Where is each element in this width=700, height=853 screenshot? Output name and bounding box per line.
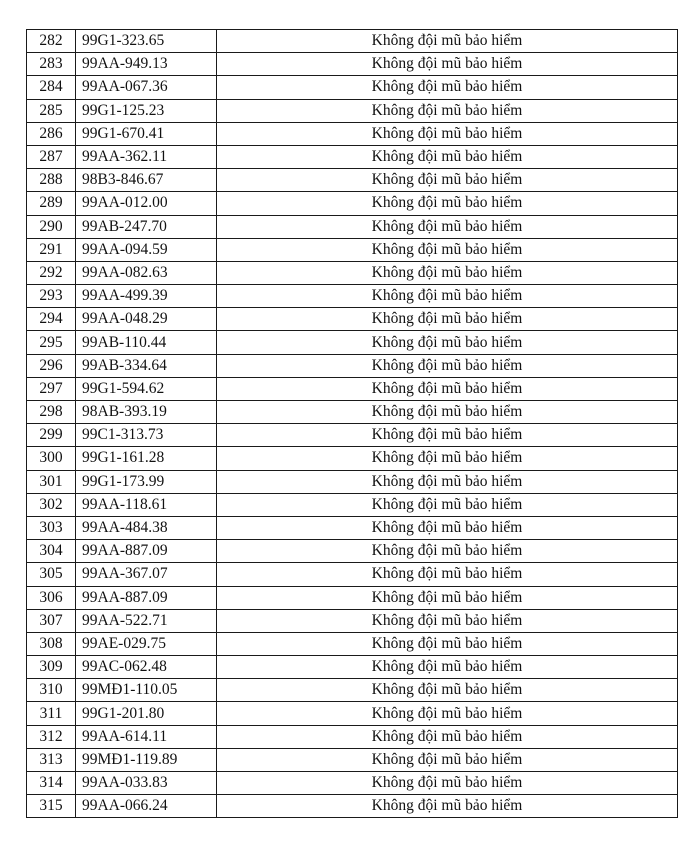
plate-number-cell: 99AA-614.11 bbox=[76, 725, 217, 748]
plate-number-cell: 99AA-012.00 bbox=[76, 192, 217, 215]
row-number-cell: 311 bbox=[27, 702, 76, 725]
plate-number-cell: 99AA-066.24 bbox=[76, 795, 217, 818]
row-number-cell: 283 bbox=[27, 53, 76, 76]
plate-number-cell: 99AA-067.36 bbox=[76, 76, 217, 99]
row-number-cell: 305 bbox=[27, 563, 76, 586]
table-row bbox=[27, 30, 678, 53]
row-number-cell: 293 bbox=[27, 285, 76, 308]
plate-number-cell: 99AA-118.61 bbox=[76, 493, 217, 516]
table-row bbox=[27, 424, 678, 447]
row-number-cell: 301 bbox=[27, 470, 76, 493]
violation-cell: Không đội mũ bảo hiểm bbox=[217, 53, 678, 76]
table-row bbox=[27, 76, 678, 99]
violation-cell: Không đội mũ bảo hiểm bbox=[217, 76, 678, 99]
violation-cell: Không đội mũ bảo hiểm bbox=[217, 493, 678, 516]
table-row bbox=[27, 331, 678, 354]
row-number-cell: 287 bbox=[27, 145, 76, 168]
plate-number-cell: 99AA-362.11 bbox=[76, 145, 217, 168]
table-row bbox=[27, 609, 678, 632]
table-row bbox=[27, 122, 678, 145]
violation-cell: Không đội mũ bảo hiểm bbox=[217, 679, 678, 702]
row-number-cell: 306 bbox=[27, 586, 76, 609]
row-number-cell: 285 bbox=[27, 99, 76, 122]
violation-cell: Không đội mũ bảo hiểm bbox=[217, 586, 678, 609]
row-number-cell: 288 bbox=[27, 169, 76, 192]
violation-cell: Không đội mũ bảo hiểm bbox=[217, 215, 678, 238]
plate-number-cell: 98B3-846.67 bbox=[76, 169, 217, 192]
violation-cell: Không đội mũ bảo hiểm bbox=[217, 748, 678, 771]
plate-number-cell: 99AA-048.29 bbox=[76, 308, 217, 331]
violation-cell: Không đội mũ bảo hiểm bbox=[217, 447, 678, 470]
violation-cell: Không đội mũ bảo hiểm bbox=[217, 261, 678, 284]
violation-cell: Không đội mũ bảo hiểm bbox=[217, 424, 678, 447]
table-row bbox=[27, 679, 678, 702]
row-number-cell: 284 bbox=[27, 76, 76, 99]
table-row bbox=[27, 308, 678, 331]
plate-number-cell: 99G1-125.23 bbox=[76, 99, 217, 122]
violations-table bbox=[26, 29, 678, 818]
plate-number-cell: 99AA-094.59 bbox=[76, 238, 217, 261]
row-number-cell: 313 bbox=[27, 748, 76, 771]
row-number-cell: 302 bbox=[27, 493, 76, 516]
plate-number-cell: 99AA-484.38 bbox=[76, 516, 217, 539]
table-row bbox=[27, 470, 678, 493]
plate-number-cell: 99AA-887.09 bbox=[76, 540, 217, 563]
table-row bbox=[27, 748, 678, 771]
violation-cell: Không đội mũ bảo hiểm bbox=[217, 563, 678, 586]
plate-number-cell: 99AA-033.83 bbox=[76, 772, 217, 795]
table-row bbox=[27, 540, 678, 563]
table-row bbox=[27, 53, 678, 76]
plate-number-cell: 99AB-110.44 bbox=[76, 331, 217, 354]
violation-cell: Không đội mũ bảo hiểm bbox=[217, 516, 678, 539]
table-row bbox=[27, 772, 678, 795]
row-number-cell: 309 bbox=[27, 656, 76, 679]
table-row bbox=[27, 261, 678, 284]
violation-cell: Không đội mũ bảo hiểm bbox=[217, 656, 678, 679]
row-number-cell: 300 bbox=[27, 447, 76, 470]
plate-number-cell: 99G1-323.65 bbox=[76, 30, 217, 53]
table-row bbox=[27, 795, 678, 818]
violation-cell: Không đội mũ bảo hiểm bbox=[217, 308, 678, 331]
row-number-cell: 307 bbox=[27, 609, 76, 632]
plate-number-cell: 99AB-247.70 bbox=[76, 215, 217, 238]
plate-number-cell: 98AB-393.19 bbox=[76, 401, 217, 424]
row-number-cell: 295 bbox=[27, 331, 76, 354]
table-row bbox=[27, 447, 678, 470]
violation-cell: Không đội mũ bảo hiểm bbox=[217, 632, 678, 655]
table-row bbox=[27, 563, 678, 586]
violation-cell: Không đội mũ bảo hiểm bbox=[217, 540, 678, 563]
row-number-cell: 308 bbox=[27, 632, 76, 655]
row-number-cell: 290 bbox=[27, 215, 76, 238]
table-row bbox=[27, 725, 678, 748]
table-body bbox=[27, 30, 678, 818]
table-row bbox=[27, 632, 678, 655]
table-row bbox=[27, 145, 678, 168]
violation-cell: Không đội mũ bảo hiểm bbox=[217, 122, 678, 145]
row-number-cell: 291 bbox=[27, 238, 76, 261]
plate-number-cell: 99C1-313.73 bbox=[76, 424, 217, 447]
violation-cell: Không đội mũ bảo hiểm bbox=[217, 169, 678, 192]
violation-cell: Không đội mũ bảo hiểm bbox=[217, 285, 678, 308]
table-row bbox=[27, 656, 678, 679]
row-number-cell: 303 bbox=[27, 516, 76, 539]
row-number-cell: 294 bbox=[27, 308, 76, 331]
table-row bbox=[27, 401, 678, 424]
row-number-cell: 286 bbox=[27, 122, 76, 145]
row-number-cell: 315 bbox=[27, 795, 76, 818]
table-row bbox=[27, 238, 678, 261]
table-row bbox=[27, 169, 678, 192]
row-number-cell: 310 bbox=[27, 679, 76, 702]
row-number-cell: 304 bbox=[27, 540, 76, 563]
row-number-cell: 312 bbox=[27, 725, 76, 748]
violation-cell: Không đội mũ bảo hiểm bbox=[217, 238, 678, 261]
row-number-cell: 314 bbox=[27, 772, 76, 795]
plate-number-cell: 99AA-499.39 bbox=[76, 285, 217, 308]
plate-number-cell: 99G1-161.28 bbox=[76, 447, 217, 470]
violation-cell: Không đội mũ bảo hiểm bbox=[217, 30, 678, 53]
violation-cell: Không đội mũ bảo hiểm bbox=[217, 354, 678, 377]
table-row bbox=[27, 493, 678, 516]
violation-cell: Không đội mũ bảo hiểm bbox=[217, 99, 678, 122]
violation-cell: Không đội mũ bảo hiểm bbox=[217, 192, 678, 215]
violation-cell: Không đội mũ bảo hiểm bbox=[217, 772, 678, 795]
violation-cell: Không đội mũ bảo hiểm bbox=[217, 470, 678, 493]
table-row bbox=[27, 702, 678, 725]
plate-number-cell: 99AA-082.63 bbox=[76, 261, 217, 284]
table-row bbox=[27, 192, 678, 215]
violation-cell: Không đội mũ bảo hiểm bbox=[217, 702, 678, 725]
table-row bbox=[27, 516, 678, 539]
violation-cell: Không đội mũ bảo hiểm bbox=[217, 609, 678, 632]
plate-number-cell: 99G1-201.80 bbox=[76, 702, 217, 725]
violation-cell: Không đội mũ bảo hiểm bbox=[217, 401, 678, 424]
plate-number-cell: 99AA-949.13 bbox=[76, 53, 217, 76]
table-row bbox=[27, 99, 678, 122]
plate-number-cell: 99AB-334.64 bbox=[76, 354, 217, 377]
plate-number-cell: 99AA-367.07 bbox=[76, 563, 217, 586]
plate-number-cell: 99AA-522.71 bbox=[76, 609, 217, 632]
plate-number-cell: 99AC-062.48 bbox=[76, 656, 217, 679]
violation-cell: Không đội mũ bảo hiểm bbox=[217, 725, 678, 748]
violation-cell: Không đội mũ bảo hiểm bbox=[217, 331, 678, 354]
violation-cell: Không đội mũ bảo hiểm bbox=[217, 145, 678, 168]
table-row bbox=[27, 377, 678, 400]
table-row bbox=[27, 215, 678, 238]
plate-number-cell: 99G1-594.62 bbox=[76, 377, 217, 400]
violation-cell: Không đội mũ bảo hiểm bbox=[217, 377, 678, 400]
row-number-cell: 292 bbox=[27, 261, 76, 284]
row-number-cell: 289 bbox=[27, 192, 76, 215]
table-row bbox=[27, 586, 678, 609]
row-number-cell: 282 bbox=[27, 30, 76, 53]
plate-number-cell: 99G1-670.41 bbox=[76, 122, 217, 145]
table-row bbox=[27, 354, 678, 377]
plate-number-cell: 99MĐ1-110.05 bbox=[76, 679, 217, 702]
row-number-cell: 299 bbox=[27, 424, 76, 447]
row-number-cell: 297 bbox=[27, 377, 76, 400]
plate-number-cell: 99AA-887.09 bbox=[76, 586, 217, 609]
table-row bbox=[27, 285, 678, 308]
plate-number-cell: 99AE-029.75 bbox=[76, 632, 217, 655]
violation-cell: Không đội mũ bảo hiểm bbox=[217, 795, 678, 818]
plate-number-cell: 99MĐ1-119.89 bbox=[76, 748, 217, 771]
row-number-cell: 298 bbox=[27, 401, 76, 424]
plate-number-cell: 99G1-173.99 bbox=[76, 470, 217, 493]
row-number-cell: 296 bbox=[27, 354, 76, 377]
